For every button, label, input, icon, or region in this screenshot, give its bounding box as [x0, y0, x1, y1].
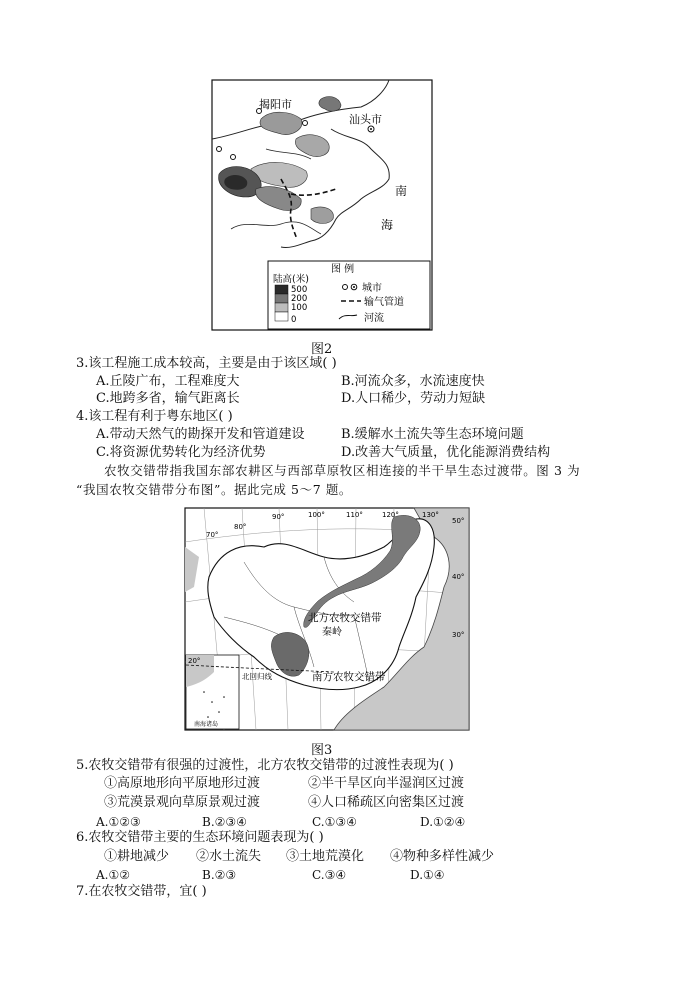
legend-tick-100: 100 [291, 303, 308, 313]
q6-option-a: A.①② [96, 868, 130, 882]
q3-option-a: A.丘陵广布，工程难度大 [96, 374, 240, 389]
lon-80: 80° [234, 523, 247, 531]
legend-tick-500: 500 [291, 285, 308, 295]
intro-line-2: “我国农牧交错带分布图”。据此完成 5～7 题。 [76, 482, 353, 497]
lon-70: 70° [206, 531, 219, 539]
figure-3-caption: 图3 [311, 743, 333, 758]
q5-option-d: D.①②④ [420, 815, 466, 829]
lon-130: 130° [422, 511, 439, 519]
label-nan: 南 [395, 184, 408, 198]
label-south-belt: 南方农牧交错带 [312, 671, 386, 683]
q5-option-a: A.①②③ [96, 815, 141, 829]
lon-110: 110° [346, 511, 363, 519]
lat-20: 20° [188, 657, 201, 665]
q3-option-b: B.河流众多，水流速度快 [341, 374, 485, 389]
q4-stem: 4.该工程有利于粤东地区( ) [76, 409, 233, 424]
label-islands: 南海诸岛 [194, 721, 219, 728]
q5-item-1: ①高原地形向平原地形过渡 [104, 776, 261, 791]
figure-3-map [184, 507, 470, 731]
q6-option-b: B.②③ [202, 868, 237, 882]
q6-item-2: ②水土流失 [196, 849, 262, 864]
q6-item-4: ④物种多样性减少 [390, 849, 495, 864]
q5-item-2: ②半干旱区向半湿润区过渡 [308, 776, 465, 791]
legend-tick-200: 200 [291, 294, 308, 304]
q3-stem: 3.该工程施工成本较高，主要是由于该区域( ) [76, 356, 337, 371]
lon-100: 100° [308, 511, 325, 519]
q5-item-4: ④人口稀疏区向密集区过渡 [308, 795, 465, 810]
lat-50: 50° [452, 517, 465, 525]
figure-2-svg [211, 79, 433, 331]
q4-option-d: D.改善大气质量，优化能源消费结构 [341, 445, 551, 460]
lat-40: 40° [452, 573, 465, 581]
q6-item-3: ③土地荒漠化 [286, 849, 365, 864]
intro-line-1: 农牧交错带指我国东部农耕区与西部草原牧区相连接的半干旱生态过渡带。图 3 为 [104, 463, 581, 478]
q5-option-c: C.①③④ [312, 815, 357, 829]
figure-2-map [211, 79, 433, 331]
figure-3-svg [184, 507, 470, 731]
legend-river: 河流 [364, 313, 384, 324]
q5-option-b: B.②③④ [202, 815, 247, 829]
q5-stem: 5.农牧交错带有很强的过渡性，北方农牧交错带的过渡性表现为( ) [76, 758, 454, 773]
label-north-belt: 北方农牧交错带 [308, 612, 382, 624]
legend-tick-0: 0 [291, 315, 297, 325]
legend-city: 城市 [362, 283, 382, 294]
q4-option-b: B.缓解水土流失等生态环境问题 [341, 427, 524, 442]
legend-elevation-title: 陆高(米) [273, 274, 309, 285]
q4-option-a: A.带动天然气的勘探开发和管道建设 [96, 427, 305, 442]
lat-30: 30° [452, 631, 465, 639]
label-qinling: 秦岭 [322, 627, 342, 638]
lon-120: 120° [382, 511, 399, 519]
figure-2-caption: 图2 [311, 342, 333, 357]
lon-90: 90° [272, 513, 285, 521]
label-shantou: 汕头市 [349, 113, 382, 126]
label-tropic: 北回归线 [242, 672, 272, 681]
label-jieyang: 揭阳市 [259, 98, 292, 111]
q3-option-d: D.人口稀少，劳动力短缺 [341, 391, 486, 406]
q6-option-c: C.③④ [312, 868, 347, 882]
q6-item-1: ①耕地减少 [104, 849, 170, 864]
label-hai: 海 [381, 218, 394, 232]
q4-option-c: C.将资源优势转化为经济优势 [96, 445, 266, 460]
q6-option-d: D.①④ [410, 868, 445, 882]
q5-item-3: ③荒漠景观向草原景观过渡 [104, 795, 261, 810]
legend-title: 图 例 [331, 264, 355, 275]
q7-stem: 7.在农牧交错带，宜( ) [76, 884, 207, 899]
q3-option-c: C.地跨多省，输气距离长 [96, 391, 240, 406]
q6-stem: 6.农牧交错带主要的生态环境问题表现为( ) [76, 830, 324, 845]
legend-pipeline: 输气管道 [364, 297, 404, 308]
